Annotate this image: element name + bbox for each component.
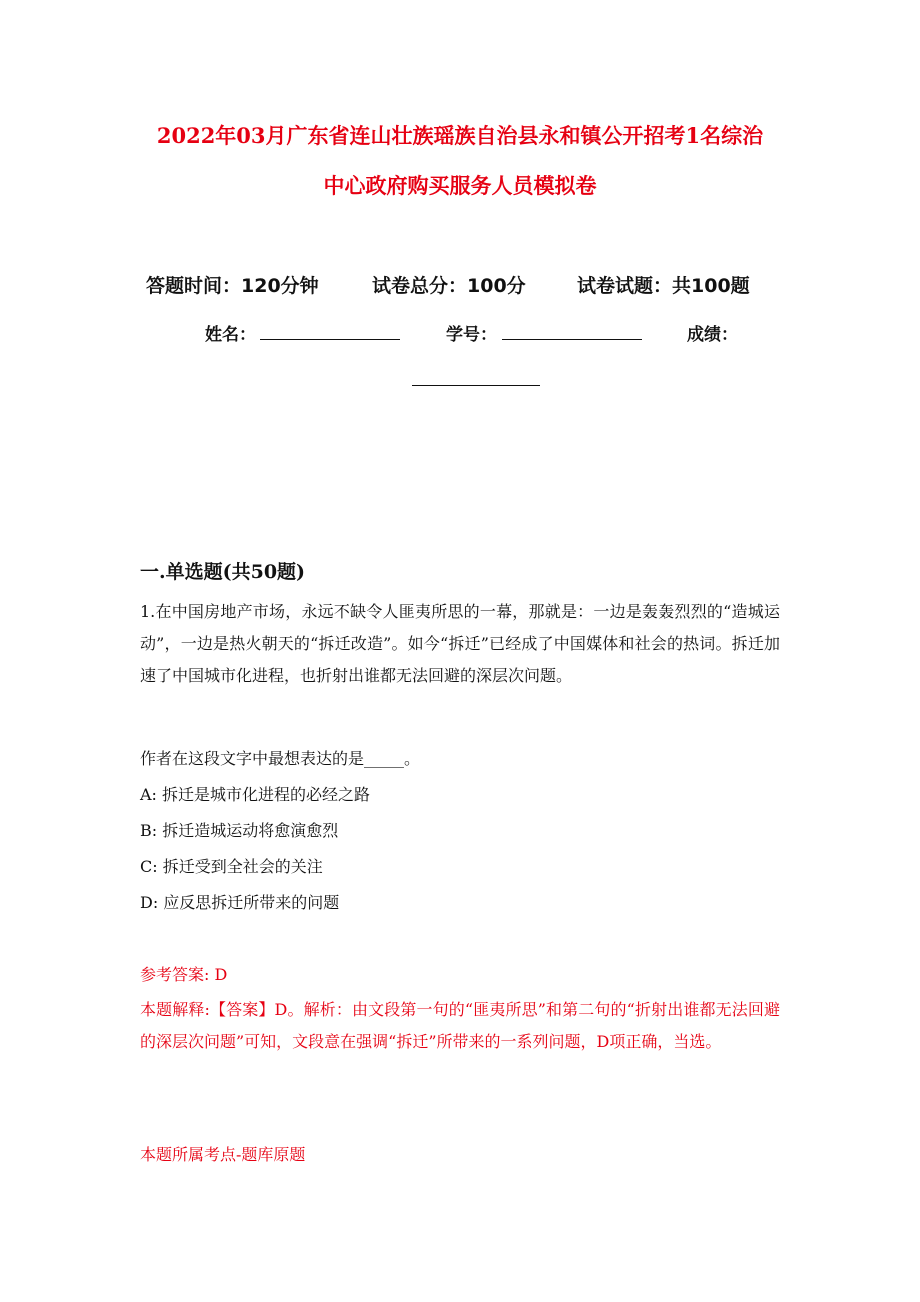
score-blank-line[interactable] bbox=[412, 385, 540, 386]
reference-answer: 参考答案: D bbox=[140, 965, 228, 984]
score-label: 成绩： bbox=[687, 325, 738, 345]
student-id-label: 学号： bbox=[446, 325, 497, 345]
option-c[interactable]: C: 拆迁受到全社会的关注 bbox=[140, 857, 323, 876]
section-heading-single-choice: 一.单选题(共50题) bbox=[140, 561, 306, 583]
total-score: 试卷总分：100分 bbox=[372, 275, 526, 297]
answer-time: 答题时间：120分钟 bbox=[146, 275, 319, 297]
name-blank-line[interactable] bbox=[260, 339, 400, 340]
exam-title-line-2: 中心政府购买服务人员模拟卷 bbox=[323, 173, 597, 198]
exam-title-line-1: 2022年03月广东省连山壮族瑶族自治县永和镇公开招考1名综治 bbox=[156, 123, 764, 148]
question-count: 试卷试题：共100题 bbox=[577, 275, 750, 297]
question-1-prompt: 作者在这段文字中最想表达的是_____。 bbox=[140, 749, 421, 768]
option-d[interactable]: D: 应反思拆迁所带来的问题 bbox=[140, 893, 340, 912]
knowledge-point: 本题所属考点-题库原题 bbox=[140, 1145, 306, 1164]
option-b[interactable]: B: 拆迁造城运动将愈演愈烈 bbox=[140, 821, 339, 840]
answer-analysis: 本题解释:【答案】D。解析：由文段第一句的“匪夷所思”和第二句的“折射出谁都无法回避的深层次问题”可知，文段意在强调“拆迁”所带来的一系列问题，D项正确，当选。 bbox=[140, 1000, 780, 1051]
question-1-stem: 1.在中国房地产市场，永远不缺令人匪夷所思的一幕，那就是：一边是轰轰烈烈的“造城运动”，一边是热火朝天的“拆迁改造”。如今“拆迁”已经成了中国媒体和社会的热词。拆迁加速了中国城市化进程，也折射出谁都无法回避的深层次问题。 bbox=[140, 602, 780, 685]
name-label: 姓名： bbox=[205, 325, 256, 345]
option-a[interactable]: A: 拆迁是城市化进程的必经之路 bbox=[140, 785, 371, 804]
student-id-blank-line[interactable] bbox=[502, 339, 642, 340]
